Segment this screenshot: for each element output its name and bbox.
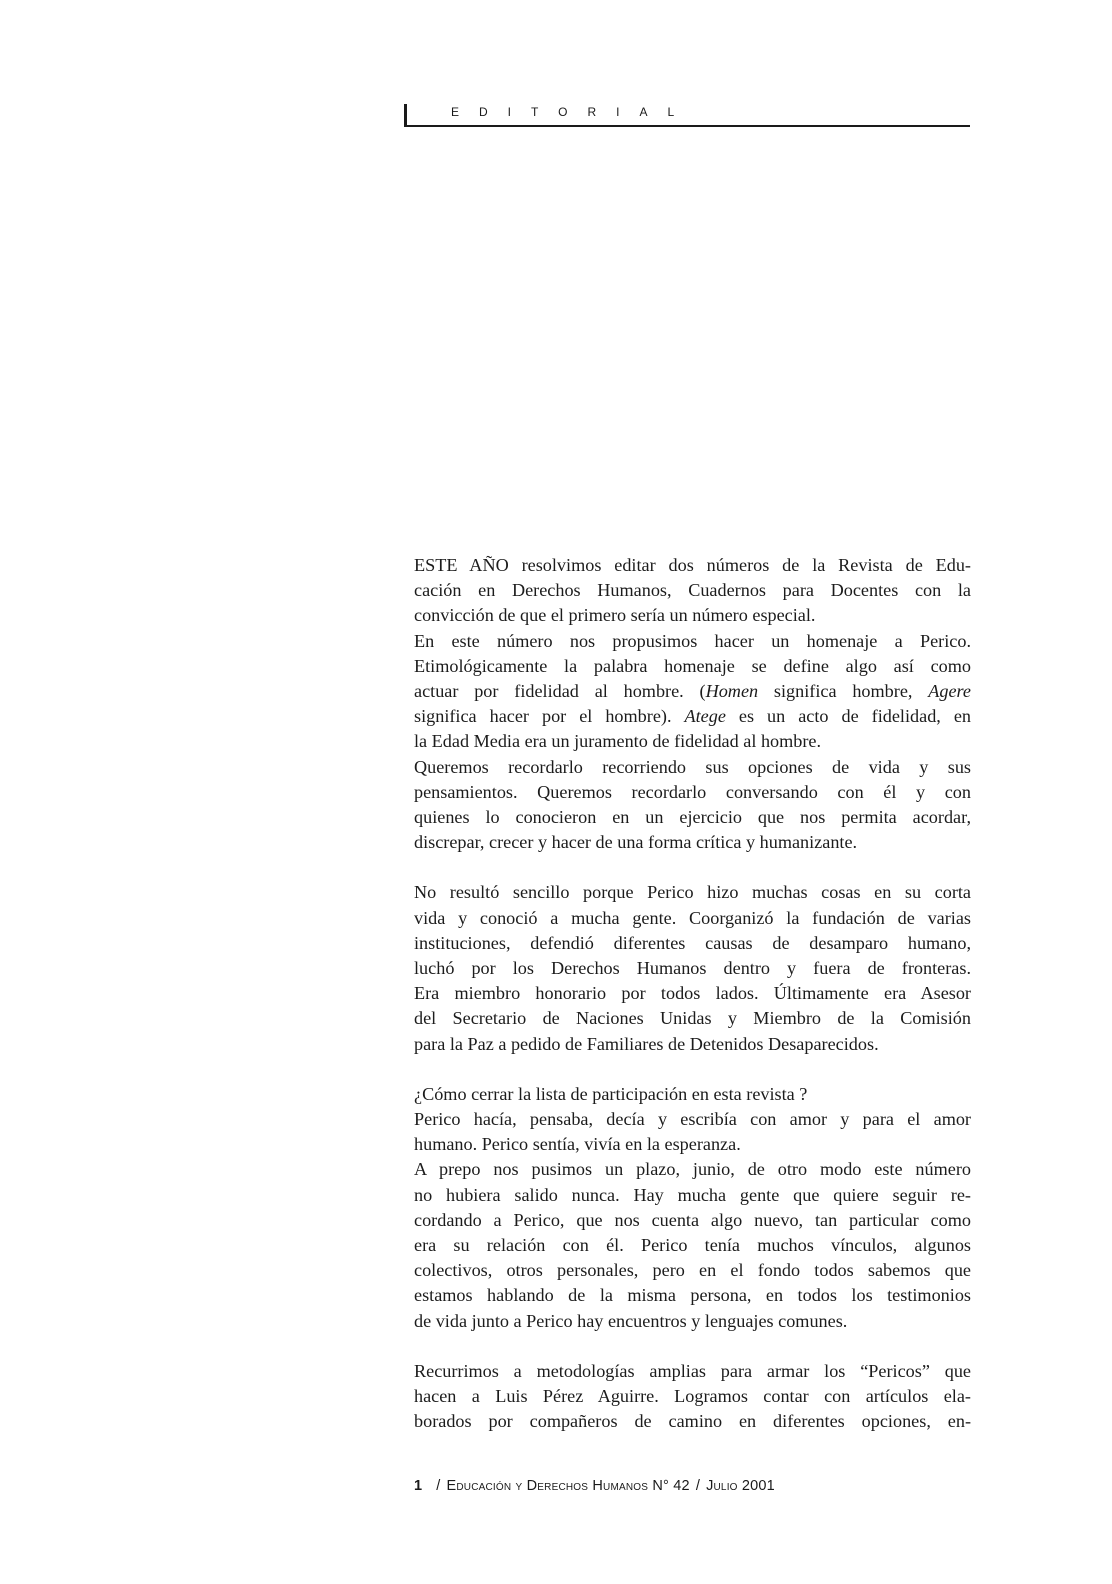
text-line: discrepar, crecer y hacer de una forma crítica y humanizante. [414, 832, 858, 853]
text-line: era su relación con él. Perico tenía muchos vínculos, algunos [414, 1235, 971, 1256]
text-line: convicción de que el primero sería un número especial. [414, 605, 816, 626]
text-line: de vida junto a Perico hay encuentros y lenguajes comunes. [414, 1310, 848, 1331]
text-line: No resultó sencillo porque Perico hizo muchas cosas en su corta [414, 882, 971, 903]
header-rule [404, 125, 970, 127]
text-line: Etimológicamente la palabra homenaje se define algo así como [414, 655, 971, 676]
header-bar [404, 104, 407, 126]
text-line: la Edad Media era un juramento de fidelidad al hombre. [414, 731, 822, 752]
text-segment: actuar por fidelidad al hombre. ( [414, 681, 706, 702]
section-title: EDITORIAL [451, 105, 695, 119]
paragraph-8 [414, 1359, 971, 1435]
text-line: humano. Perico sentía, vivía en la esperanza. [414, 1134, 741, 1155]
text-line: estamos hablando de la misma persona, en todos los testimonios [414, 1285, 971, 1306]
text-line: A prepo nos pusimos un plazo, junio, de otro modo este número [414, 1159, 971, 1180]
page-number: 1 [414, 1478, 423, 1494]
footer-separator: / [695, 1478, 701, 1494]
page-footer [414, 1478, 974, 1494]
text-line: no hubiera salido nunca. Hay mucha gente que quiere seguir re- [414, 1184, 971, 1205]
text-line: ¿Cómo cerrar la lista de participación en esta revista ? [414, 1083, 808, 1104]
text-line: luchó por los Derechos Humanos dentro y fuera de fronteras. [414, 958, 971, 979]
issue-date: Julio 2001 [706, 1478, 775, 1494]
text-line: borados por compañeros de camino en diferentes opciones, en- [414, 1411, 971, 1432]
text-line: En este número nos propusimos hacer un homenaje a Perico. [414, 630, 971, 651]
text-line: colectivos, otros personales, pero en el fondo todos sabemos que [414, 1260, 971, 1281]
text-segment: es un acto de fidelidad, en [725, 706, 971, 727]
text-line: hacen a Luis Pérez Aguirre. Logramos contar con artículos ela- [414, 1386, 971, 1407]
paragraph-gap [414, 855, 971, 880]
text-line: quienes lo conocieron en un ejercicio que nos permita acordar, [414, 807, 971, 828]
text-line: ESTE AÑO resolvimos editar dos números de la Revista de Edu- [414, 555, 971, 575]
text-line [414, 679, 971, 704]
text-line: del Secretario de Naciones Unidas y Miembro de la Comisión [414, 1008, 971, 1029]
text-line: Recurrimos a metodologías amplias para armar los “Pericos” que [414, 1360, 971, 1381]
text-line: vida y conoció a mucha gente. Coorganizó la fundación de varias [414, 907, 971, 928]
text-line: Perico hacía, pensaba, decía y escribía con amor y para el amor [414, 1109, 971, 1130]
text-segment: significa hombre, [758, 681, 929, 702]
text-line: cordando a Perico, que nos cuenta algo nuevo, tan particular como [414, 1209, 971, 1230]
paragraph-7 [414, 1157, 971, 1333]
section-header [404, 104, 970, 128]
text-line: para la Paz a pedido de Familiares de Detenidos Desaparecidos. [414, 1033, 879, 1054]
text-line: cación en Derechos Humanos, Cuadernos para Docentes con la [414, 580, 971, 601]
footer-separator: / [436, 1478, 441, 1494]
paragraph-3 [414, 755, 971, 856]
text-line: Queremos recordarlo recorriendo sus opciones de vida y sus [414, 756, 971, 777]
italic-word-agere: Agere [928, 681, 971, 702]
text-line [414, 704, 971, 729]
editorial-body [414, 553, 971, 1435]
paragraph-gap [414, 1057, 971, 1082]
text-line: Era miembro honorario por todos lados. Últimamente era Asesor [414, 983, 971, 1004]
paragraph-2 [414, 629, 971, 755]
italic-word-homen: Homen [705, 681, 759, 702]
paragraph-1 [414, 553, 971, 629]
journal-name: Educación y Derechos Humanos [446, 1478, 649, 1494]
issue-number: N° 42 [652, 1478, 690, 1494]
paragraph-4 [414, 880, 971, 1056]
text-line: instituciones, defendió diferentes causas de desamparo humano, [414, 932, 971, 953]
paragraph-gap [414, 1334, 971, 1359]
text-line: pensamientos. Queremos recordarlo conversando con él y con [414, 781, 971, 802]
text-segment: significa hacer por el hombre). [414, 706, 685, 727]
paragraph-6 [414, 1107, 971, 1157]
paragraph-5 [414, 1082, 971, 1107]
italic-word-atege: Atege [684, 706, 726, 727]
